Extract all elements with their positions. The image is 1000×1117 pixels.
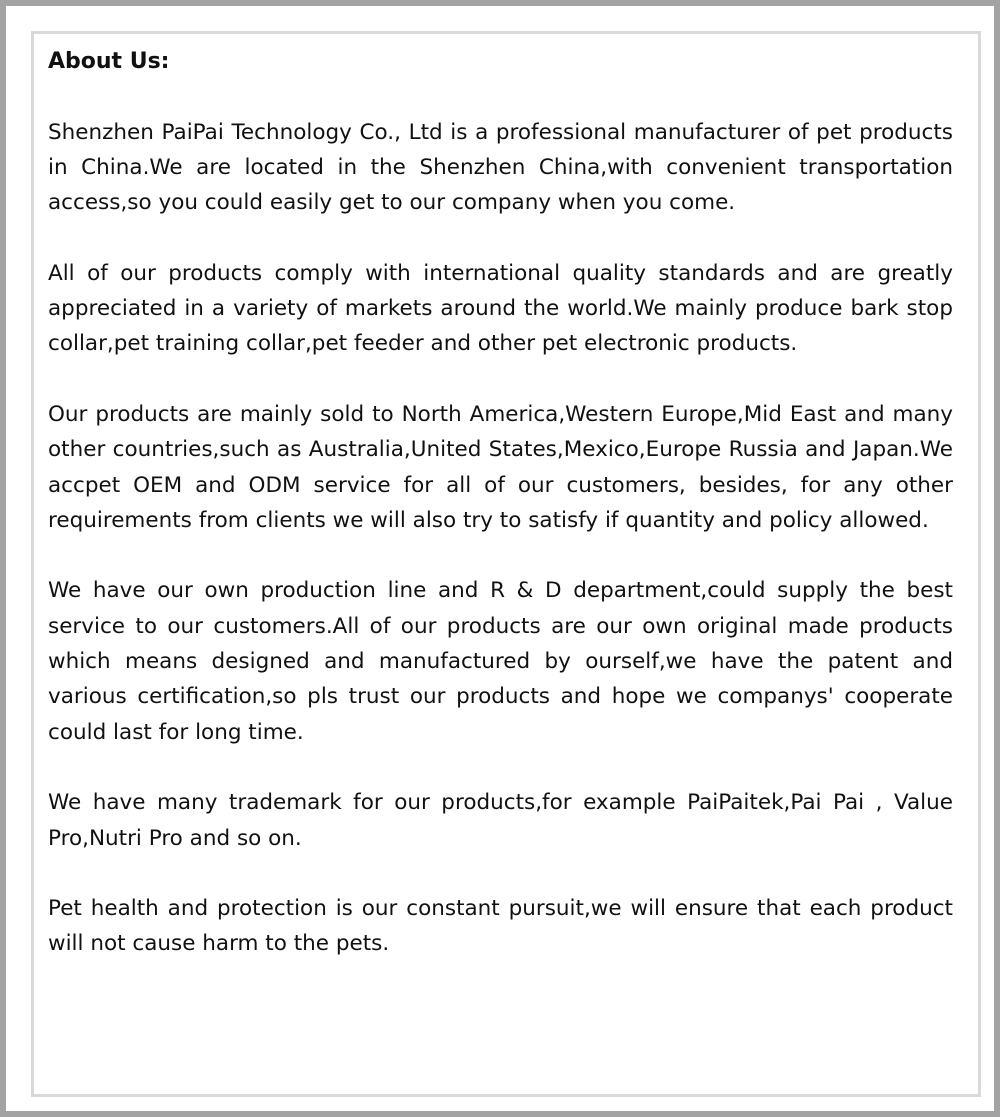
about-us-heading: About Us: xyxy=(48,49,170,74)
paragraph-trademarks: We have many trademark for our products,for example PaiPaitek,Pai Pai , Value Pro,Nutri Pro and so on. xyxy=(48,790,953,851)
paragraph-pursuit: Pet health and protection is our constant pursuit,we will ensure that each product will not cause harm to the pets. xyxy=(48,896,953,957)
paragraph-production: We have our own production line and R & D department,could supply the best service to our customers.All of our products are our own original made products which means designed and manufactured by ourself,we have the patent and various certification,so pls trust our products and hope we companys' cooperate could last for long time. xyxy=(48,578,953,745)
paragraph-quality: All of our products comply with international quality standards and are greatly appreciated in a variety of markets around the world.We mainly produce bark stop collar,pet training collar,pet feeder and other pet electronic products. xyxy=(48,260,953,357)
paragraph-markets: Our products are mainly sold to North America,Western Europe,Mid East and many other countries,such as Australia,United States,Mexico,Europe Russia and Japan.We accpet OEM and ODM service for all of our customers, besides, for any other requirements from clients we will also try to satisfy if quantity and policy allowed. xyxy=(48,401,953,533)
paragraph-intro: Shenzhen PaiPai Technology Co., Ltd is a professional manufacturer of pet products in China.We are located in the Shenzhen China,with convenient transportation access,so you could easily get to our company when you come. xyxy=(48,119,953,216)
about-us-content xyxy=(48,44,953,962)
